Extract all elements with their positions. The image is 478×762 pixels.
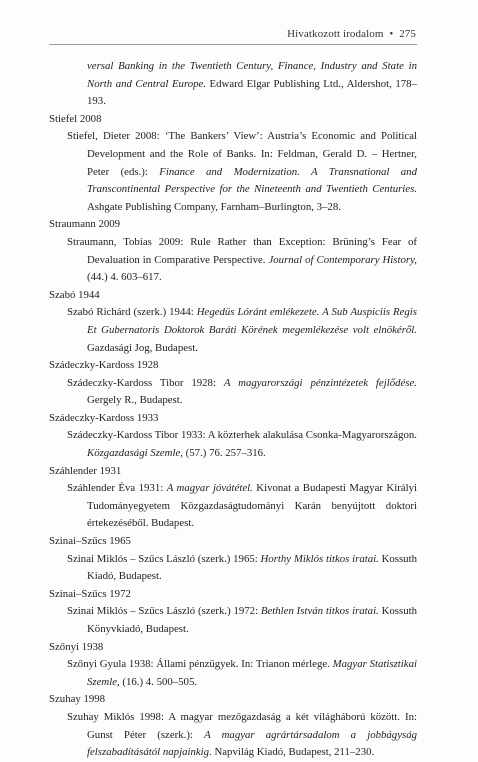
citation-text: Szabó Richárd (szerk.) 1944: [67,306,197,319]
entry-citation [49,656,417,691]
entry-key: Szinai–Szűcs 1965 [49,535,131,548]
citation-text: Ashgate Publishing Company, Farnham–Burlington, 3–28. [87,200,341,213]
entry-citation [49,234,417,287]
header-bullet: • [389,28,394,40]
running-title: Hivatkozott irodalom [287,28,384,40]
citation-title: Bethlen István titkos iratai. [260,605,379,618]
bibliography-entry [49,533,417,586]
entry-citation [49,480,417,533]
citation-text: Straumann, Tobias 2009: Rule Rather than Exception: Brüning’s Fear of Devaluation in Comparative Perspective. [67,235,417,266]
citation-text: (44.) 4. 603–617. [87,271,162,284]
citation-title: A magyarországi pénzintézetek fejlődése. [223,376,417,389]
entry-key: Szinai–Szűcs 1972 [49,587,131,600]
citation-text: Edward Elgar Publishing Ltd., Aldershot, 178–193. [87,77,417,108]
citation-text: Kossuth Könyvkiadó, Budapest. [87,605,417,635]
citation-text: Szőnyi Gyula 1938: Állami pénzügyek. In: Trianon mérlege. [67,658,333,671]
citation-text: (16.) 4. 500–505. [119,675,198,688]
entry-key: Száhlender 1931 [49,464,122,477]
bibliography-list [49,58,417,762]
entry-key: Szádeczky-Kardoss 1928 [49,359,159,372]
entry-citation [49,304,417,357]
citation-text: Szinai Miklós – Szűcs László (szerk.) 1972: [67,605,261,618]
bibliography-entry [49,639,417,692]
citation-title: A magyar agrártársadalom a jobbágyság felszabadításától napjainkig. [87,728,418,759]
entry-citation [49,603,417,638]
bibliography-entry [49,586,417,639]
bibliography-entry [49,287,417,357]
entry-citation [49,427,417,462]
entry-key: Szabó 1944 [49,288,100,301]
citation-title: A magyar jóvátétel. [166,482,253,495]
citation-text: Szinai Miklós – Szűcs László (szerk.) 1965: [67,552,261,565]
running-header [287,28,416,40]
entry-key: Stiefel 2008 [49,112,102,125]
entry-key: Szőnyi 1938 [49,640,104,653]
citation-title: Közgazdasági Szemle, [87,447,183,460]
entry-citation [49,58,417,111]
citation-title: Journal of Contemporary History, [268,253,417,266]
citation-text: Szádeczky-Kardoss Tibor 1928: [67,376,224,389]
entry-citation [49,709,417,762]
entry-citation [49,375,417,410]
bibliography-entry [49,111,417,217]
bibliography-entry [49,463,417,533]
citation-text: Stiefel, Dieter 2008: ‘The Bankers’ View’: Austria’s Economic and Political Development and the Role of Banks. In: Feldman, Gerald D. – Hertner, Peter (eds.): [67,130,417,178]
bibliography-entry [49,216,417,286]
bibliography-entry [49,691,417,761]
entry-key: Szuhay 1998 [49,693,106,706]
citation-title: Magyar Statisztikai Szemle, [87,658,417,688]
citation-text: Kossuth Kiadó, Budapest. [87,552,417,583]
entry-key: Szádeczky-Kardoss 1933 [49,411,159,424]
citation-text: Napvilág Kiadó, Budapest, 211–230. [211,746,375,759]
bibliography-entry [49,410,417,463]
citation-text: Szádeczky-Kardoss Tibor 1933: A közterhek alakulása Csonka-Magyarországon. [67,429,417,442]
citation-text: Gazdasági Jog, Budapest. [87,341,198,354]
citation-text: Kivonat a Budapesti Magyar Királyi Tudományegyetem Közgazdaságtudományi Karán benyújtott doktori értekezéséből. Budapest. [87,482,417,530]
citation-title: Hegedüs Lóránt emlékezete. A Sub Auspiciis Regis Et Gubernatoris Doktorok Baráti Körének megemlékezése volt elnökéről. [87,306,417,336]
citation-text: Száhlender Éva 1931: [67,482,167,495]
citation-text: Gergely R., Budapest. [87,394,183,407]
bibliography-entry [49,58,417,111]
citation-text: (57.) 76. 257–316. [182,447,266,460]
bibliography-entry [49,357,417,410]
citation-title: versal Banking in the Twentieth Century, Finance, Industry and State in North and Central Europe. [87,60,417,90]
page-number: 275 [399,28,416,40]
entry-key: Straumann 2009 [49,218,121,231]
entry-citation [49,551,417,586]
entry-citation [49,128,417,216]
header-rule [49,44,417,45]
citation-title: Horthy Miklós titkos iratai. [260,552,379,565]
citation-text: Szuhay Miklós 1998: A magyar mezőgazdaság a két világháború között. In: Gunst Péter (szerk.): [67,710,417,741]
citation-title: Finance and Modernization. A Transnational and Transcontinental Perspective for the Nineteenth and Twentieth Centuries. [87,165,417,196]
